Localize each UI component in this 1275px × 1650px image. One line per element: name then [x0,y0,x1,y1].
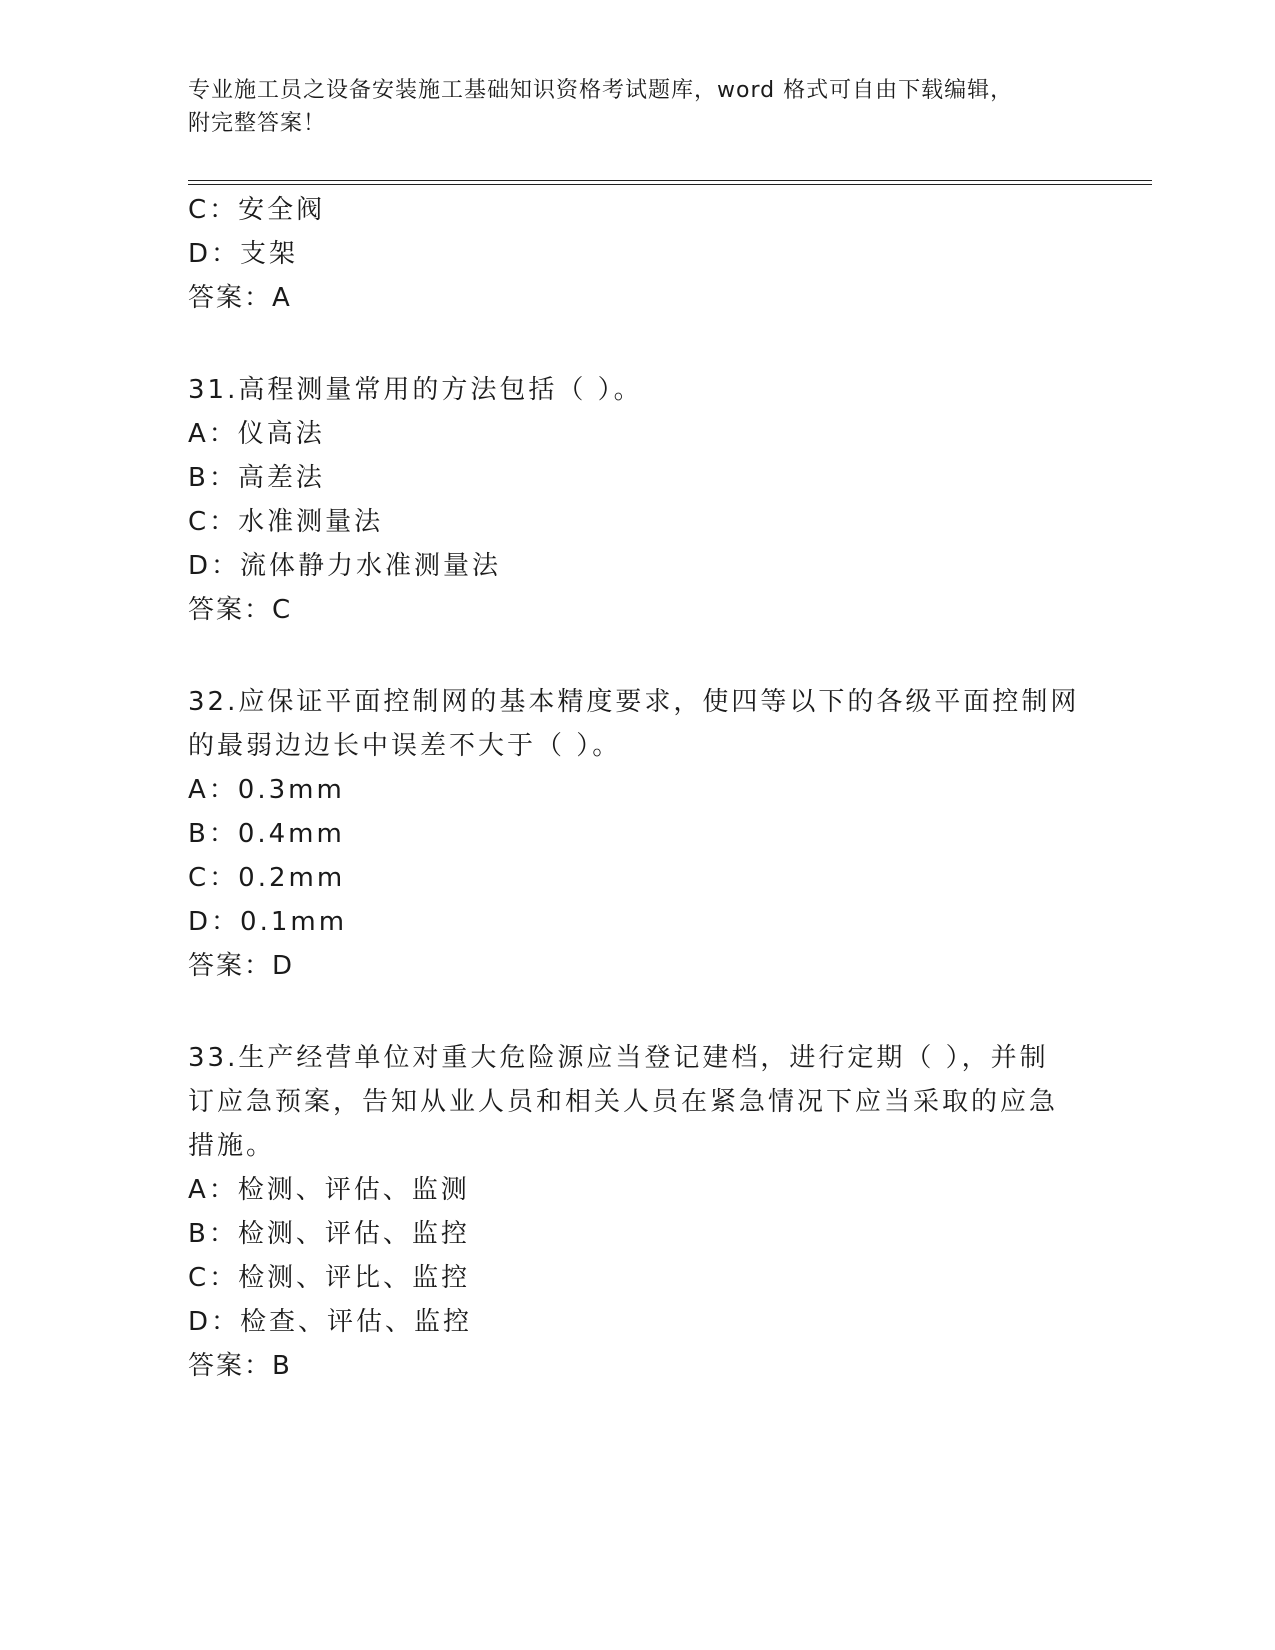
header-divider-bottom [188,184,1152,185]
q32-option-d: D：0.1mm [188,907,348,937]
q33-option-b: B：检测、评估、监控 [188,1219,470,1249]
prev-option-d: D：支架 [188,239,299,269]
q32-answer: 答案：D [188,951,295,981]
document-header [188,74,1068,140]
q31-stem: 31.高程测量常用的方法包括（ ）。 [188,375,643,405]
header-line-2: 附完整答案！ [188,111,327,136]
q31-option-b: B：高差法 [188,463,325,493]
header-line-1: 专业施工员之设备安装施工基础知识资格考试题库，word 格式可自由下载编辑， [188,78,1014,103]
q31-option-a: A：仪高法 [188,419,325,449]
q31-option-c: C：水准测量法 [188,507,384,537]
q32-option-c: C：0.2mm [188,863,346,893]
prev-option-c: C：安全阀 [188,195,326,225]
q33-stem-line-1: 33.生产经营单位对重大危险源应当登记建档，进行定期（ ），并制 [188,1043,1049,1073]
q33-option-c: C：检测、评比、监控 [188,1263,471,1293]
q32-stem-line-2: 的最弱边边长中误差不大于（ ）。 [188,731,622,761]
q31-option-d: D：流体静力水准测量法 [188,551,502,581]
q31-answer: 答案：C [188,595,293,625]
q32-stem-line-1: 32.应保证平面控制网的基本精度要求，使四等以下的各级平面控制网 [188,687,1080,717]
q33-stem-line-2: 订应急预案，告知从业人员和相关人员在紧急情况下应当采取的应急 [188,1087,1059,1117]
q33-option-a: A：检测、评估、监测 [188,1175,470,1205]
q33-answer: 答案：B [188,1351,292,1381]
q32-option-b: B：0.4mm [188,819,345,849]
header-divider-top [188,180,1152,181]
prev-answer: 答案：A [188,283,292,313]
q32-option-a: A：0.3mm [188,775,345,805]
q33-stem-line-3: 措施。 [188,1131,276,1161]
q33-option-d: D：检查、评估、监控 [188,1307,473,1337]
